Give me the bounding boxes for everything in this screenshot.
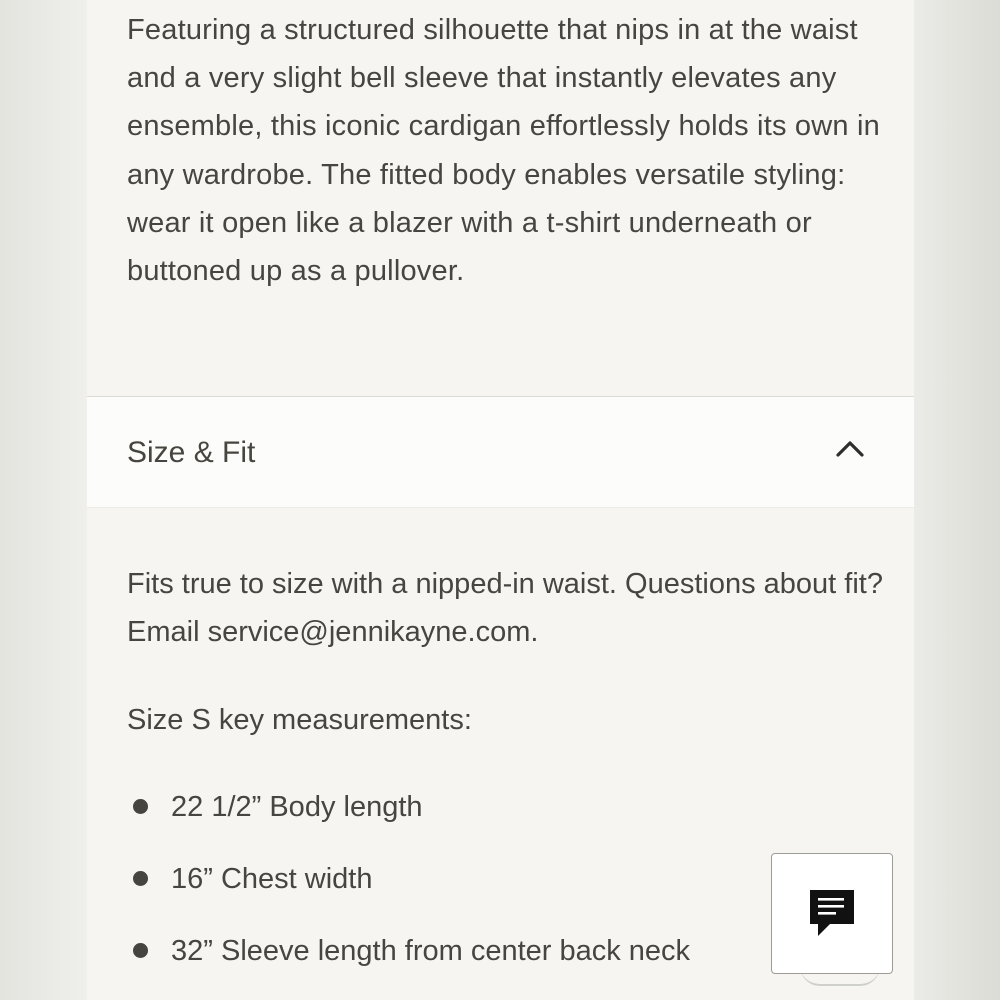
measurement-item xyxy=(133,855,853,903)
bullet-icon xyxy=(133,799,148,814)
size-fit-title: Size & Fit xyxy=(127,436,256,469)
measurements-heading: Size S key measurements: xyxy=(127,704,472,736)
measurement-text: 16” Chest width xyxy=(171,863,373,895)
chat-button[interactable] xyxy=(771,853,893,974)
chevron-up-icon[interactable] xyxy=(832,437,868,461)
bullet-icon xyxy=(133,943,148,958)
bullet-icon xyxy=(133,871,148,886)
measurement-text: 22 1/2” Body length xyxy=(171,791,423,823)
fit-description: Fits true to size with a nipped-in waist. Questions about fit? Email service@jennikayne.com. xyxy=(127,568,883,649)
product-details-panel xyxy=(87,0,914,1000)
size-fit-accordion-header[interactable] xyxy=(87,396,914,508)
right-background xyxy=(914,0,1000,1000)
measurement-item xyxy=(133,783,853,831)
left-background xyxy=(0,0,87,1000)
measurement-item xyxy=(133,927,853,975)
measurement-text: 32” Sleeve length from center back neck xyxy=(171,935,691,967)
product-description: Featuring a structured silhouette that nips in at the waist and a very slight bell sleeve that instantly elevates any ensemble, this iconic cardigan effortlessly holds its own in any wardrobe. The fitted body enables versatile styling: wear it open like a blazer with a t-shirt underneath or buttoned up as a pullover. xyxy=(127,14,880,288)
chat-bubble-icon xyxy=(808,888,856,940)
